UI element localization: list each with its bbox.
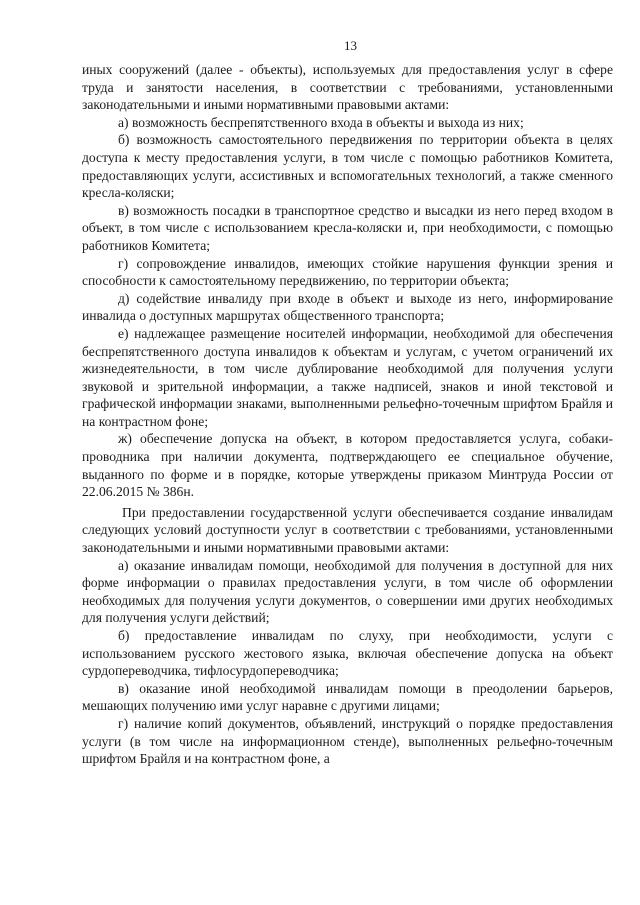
list-item-e: е) надлежащее размещение носителей информации, необходимой для обеспечения беспрепятственного доступа инвалидов к объектам и услугам, с учетом ограничений их жизнедеятельности, в том числе дублирование необходимой для получения услуги звуковой и зрительной информации, а также надписей, знаков и иной текстовой и графической информации знаками, выполненными рельефно-точечным шрифтом Брайля и на контрастном фоне; xyxy=(82,325,613,429)
paragraph-conditions-intro: При предоставлении государственной услуги обеспечивается создание инвалидам следующих условий доступности услуг в соответствии с требованиями, установленными законодательными и иными нормативными правовыми актами: xyxy=(82,504,613,556)
condition-item-a: а) оказание инвалидам помощи, необходимой для получения в доступной для них форме информации о правилах предоставления услуги, в том числе об оформлении необходимых для получения услуги документов, о совершении ими других необходимых для получения услуги действий; xyxy=(82,557,613,626)
list-item-zh: ж) обеспечение допуска на объект, в котором предоставляется услуга, собаки-проводника при наличии документа, подтверждающего ее специальное обучение, выданного по форме и в порядке, которые утверждены приказом Минтруда России от 22.06.2015 № 386н. xyxy=(82,431,613,500)
list-item-v: в) возможность посадки в транспортное средство и высадки из него перед входом в объект, в том числе с использованием кресла-коляски и, при необходимости, с помощью работников Комитета; xyxy=(82,202,613,253)
condition-item-g: г) наличие копий документов, объявлений, инструкций о порядке предоставления услуги (в том числе на информационном стенде), выполненных рельефно-точечным шрифтом Брайля и на контрастном фоне, а xyxy=(82,715,613,767)
condition-item-b: б) предоставление инвалидам по слуху, при необходимости, услуги с использованием русского жестового языка, включая обеспечение допуска на объект сурдопереводчика, тифлосурдопереводчика; xyxy=(82,628,613,679)
list-item-d: д) содействие инвалиду при входе в объект и выходе из него, информирование инвалида о доступных маршрутах общественного транспорта; xyxy=(82,290,613,324)
list-item-a: а) возможность беспрепятственного входа в объекты и выхода из них; xyxy=(118,114,524,130)
condition-item-v: в) оказание иной необходимой инвалидам помощи в преодолении барьеров, мешающих получению ими услуг наравне с другими лицами; xyxy=(82,680,613,714)
list-item-b: б) возможность самостоятельного передвижения по территории объекта в целях доступа к месту предоставления услуги, в том числе с помощью работников Комитета, предоставляющих услуги, ассистивных и вспомогательных технологий, а также сменного кресла-коляски; xyxy=(82,132,613,201)
list-item-g: г) сопровождение инвалидов, имеющих стойкие нарушения функции зрения и способности к самостоятельному передвижению, по территории объекта; xyxy=(82,255,613,289)
paragraph-continuation: иных сооружений (далее - объекты), используемых для предоставления услуг в сфере труда и занятости населения, в соответствии с требованиями, установленными законодательными и иными нормативными правовыми актами: xyxy=(82,62,613,113)
page-number: 13 xyxy=(344,38,357,53)
